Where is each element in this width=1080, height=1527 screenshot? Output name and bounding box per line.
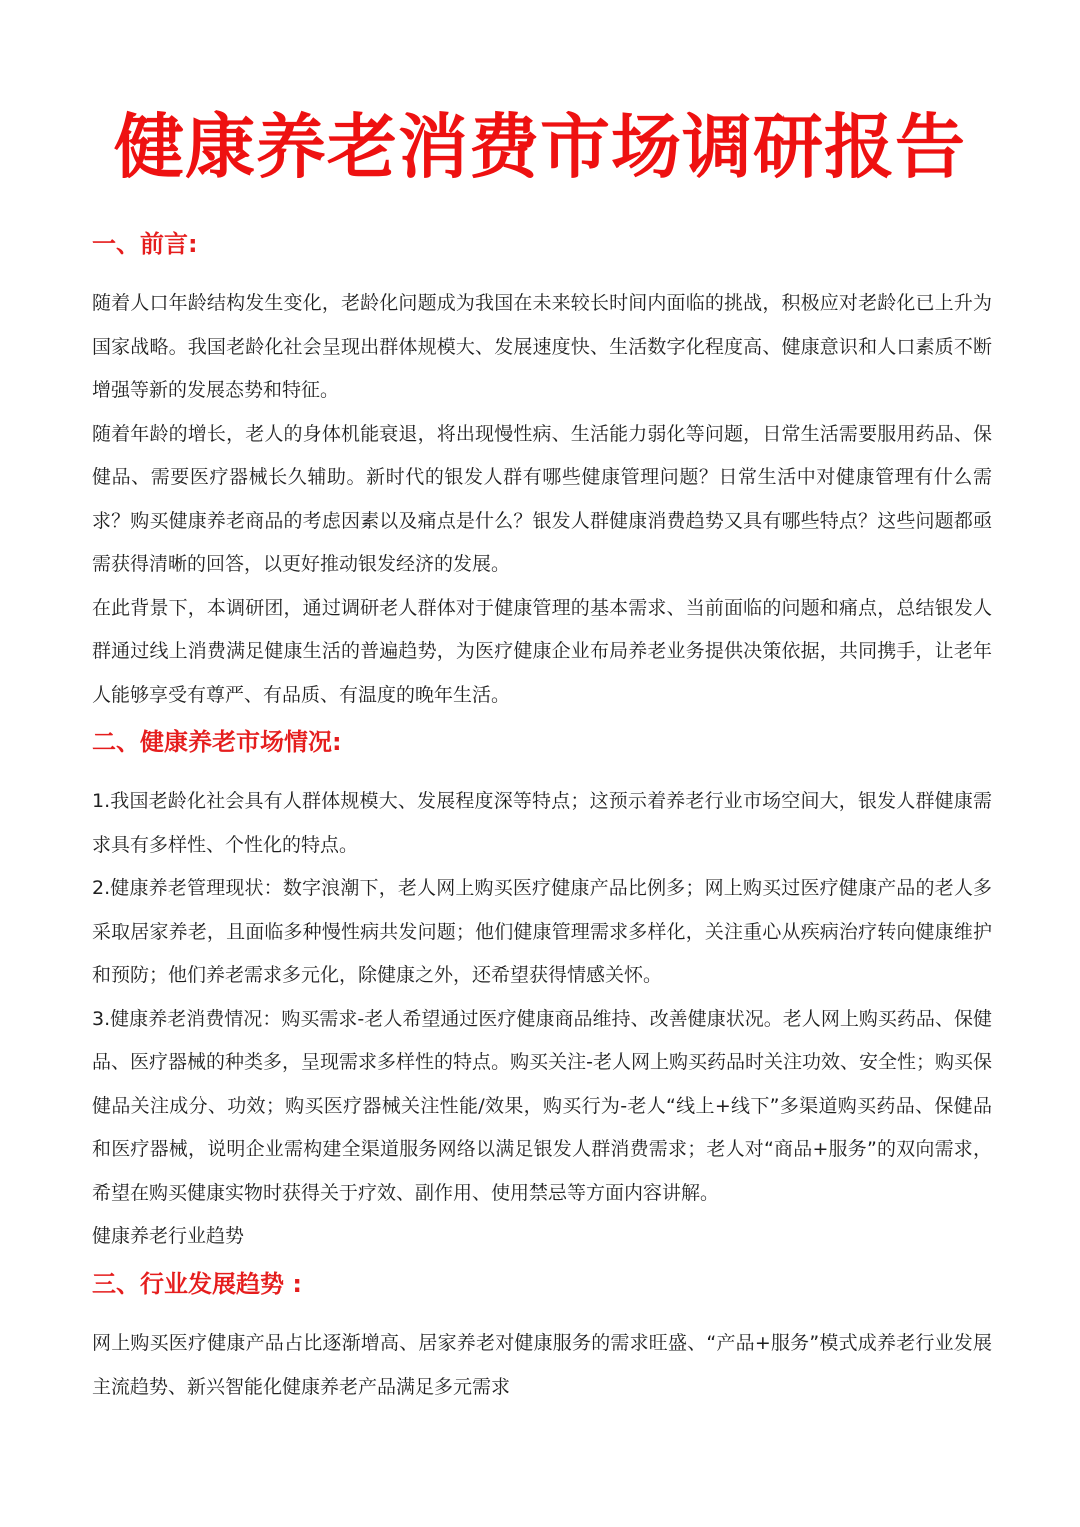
section-industry-trends	[92, 1266, 992, 1409]
paragraph: 网上购买医疗健康产品占比逐渐增高、居家养老对健康服务的需求旺盛、“产品+服务”模式成养老行业发展主流趋势、新兴智能化健康养老产品满足多元需求	[92, 1332, 992, 1398]
paragraph: 健康养老行业趋势	[92, 1225, 245, 1247]
section-heading-preface: 一、前言:	[92, 230, 198, 258]
paragraph: 3.健康养老消费情况：购买需求-老人希望通过医疗健康商品维持、改善健康状况。老人网上购买药品、保健品、医疗器械的种类多，呈现需求多样性的特点。购买关注-老人网上购买药品时关注功效、安全性；购买保健品关注成分、功效；购买医疗器械关注性能/效果，购买行为-老人“线上+线下”多渠道购买药品、保健品和医疗器械，说明企业需构建全渠道服务网络以满足银发人群消费需求；老人对“商品+服务”的双向需求，希望在购买健康实物时获得关于疗效、副作用、使用禁忌等方面内容讲解。	[92, 1007, 992, 1204]
section-heading-market-status: 二、健康养老市场情况:	[92, 728, 342, 756]
paragraph: 2.健康养老管理现状：数字浪潮下，老人网上购买医疗健康产品比例多；网上购买过医疗健康产品的老人多采取居家养老，且面临多种慢性病共发问题；他们健康管理需求多样化，关注重心从疾病治疗转向健康维护和预防；他们养老需求多元化，除健康之外，还希望获得情感关怀。	[92, 877, 992, 986]
section-market-status	[92, 724, 992, 1259]
paragraph: 在此背景下，本调研团，通过调研老人群体对于健康管理的基本需求、当前面临的问题和痛点，总结银发人群通过线上消费满足健康生活的普遍趋势，为医疗健康企业布局养老业务提供决策依据，共同携手，让老年人能够享受有尊严、有品质、有温度的晚年生活。	[92, 596, 992, 706]
section-preface	[92, 226, 992, 717]
paragraph: 1.我国老龄化社会具有人群体规模大、发展程度深等特点；这预示着养老行业市场空间大，银发人群健康需求具有多样性、个性化的特点。	[92, 790, 992, 856]
paragraph: 随着年龄的增长，老人的身体机能衰退，将出现慢性病、生活能力弱化等问题，日常生活需要服用药品、保健品、需要医疗器械长久辅助。新时代的银发人群有哪些健康管理问题？日常生活中对健康管理有什么需求？购买健康养老商品的考虑因素以及痛点是什么？银发人群健康消费趋势又具有哪些特点？这些问题都亟需获得清晰的回答，以更好推动银发经济的发展。	[92, 422, 992, 575]
paragraph: 随着人口年龄结构发生变化，老龄化问题成为我国在未来较长时间内面临的挑战，积极应对老龄化已上升为国家战略。我国老龄化社会呈现出群体规模大、发展速度快、生活数字化程度高、健康意识和人口素质不断增强等新的发展态势和特征。	[92, 292, 992, 401]
section-heading-industry-trends: 三、行业发展趋势 :	[92, 1270, 302, 1298]
report-title: 健康养老消费市场调研报告	[114, 106, 966, 188]
